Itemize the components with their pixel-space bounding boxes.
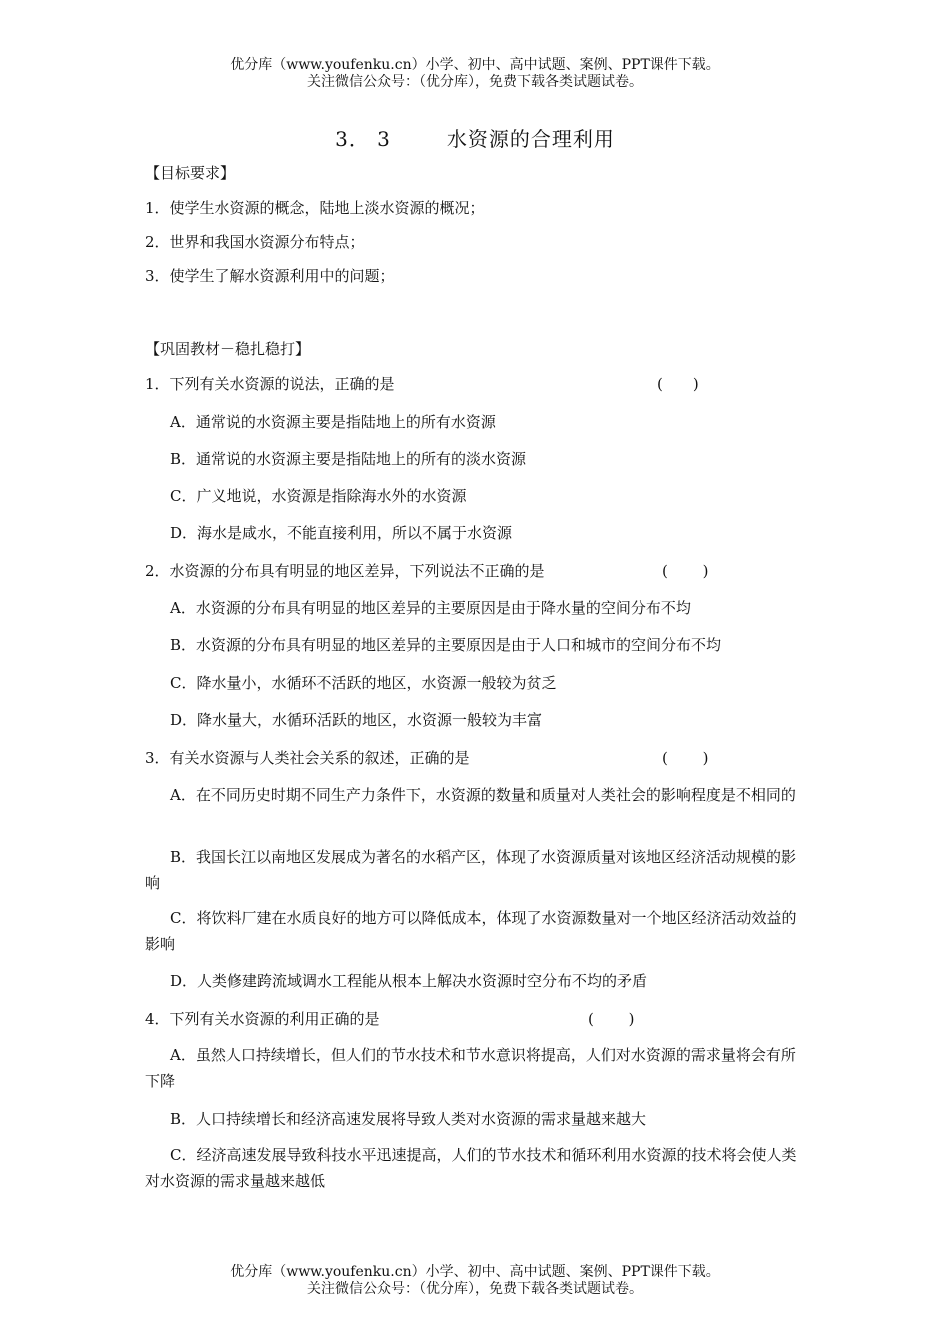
page-header (0, 57, 950, 91)
page-title (0, 123, 950, 152)
question-option: B．我国长江以南地区发展成为著名的水稻产区，体现了水资源质量对该地区经济活动规模的影响 (145, 848, 797, 892)
question-option: B．通常说的水资源主要是指陆地上的所有的淡水资源 (170, 450, 527, 468)
answer-blank: ( ) (657, 375, 699, 393)
footer-line-2: 关注微信公众号：（优分库），免费下载各类试题试卷。 (307, 1281, 643, 1297)
footer-line-1: 优分库（www.youfenku.cn）小学、初中、高中试题、案例、PPT课件下载。 (230, 1264, 720, 1280)
question-option: C．广义地说，水资源是指除海水外的水资源 (170, 487, 467, 505)
goal-item: 3．使学生了解水资源利用中的问题； (145, 267, 395, 285)
answer-blank: ( ) (662, 749, 709, 767)
question-option: C．将饮料厂建在水质良好的地方可以降低成本，体现了水资源数量对一个地区经济活动效益的影响 (145, 909, 797, 953)
title-number: 3． 3 (335, 127, 391, 151)
goals-heading: 【目标要求】 (145, 164, 236, 182)
question-option: A．通常说的水资源主要是指陆地上的所有水资源 (170, 413, 496, 431)
question-option: D．降水量大，水循环活跃的地区，水资源一般较为丰富 (170, 711, 543, 729)
question-option: A．水资源的分布具有明显的地区差异的主要原因是由于降水量的空间分布不均 (170, 599, 691, 617)
question-stem: 4．下列有关水资源的利用正确的是 (145, 1010, 380, 1028)
answer-blank: ( ) (662, 562, 709, 580)
question-option: A．虽然人口持续增长，但人们的节水技术和节水意识将提高，人们对水资源的需求量将会有所下降 (145, 1046, 796, 1090)
question-option: D．人类修建跨流域调水工程能从根本上解决水资源时空分布不均的矛盾 (170, 972, 648, 990)
question-stem: 3．有关水资源与人类社会关系的叙述，正确的是 (145, 749, 470, 767)
question-option: B．水资源的分布具有明显的地区差异的主要原因是由于人口和城市的空间分布不均 (170, 636, 722, 654)
title-text: 水资源的合理利用 (446, 127, 615, 151)
answer-blank: ( ) (588, 1010, 635, 1028)
header-line-1: 优分库（www.youfenku.cn）小学、初中、高中试题、案例、PPT课件下载。 (230, 57, 720, 73)
page-footer (0, 1264, 950, 1298)
question-option: C．经济高速发展导致科技水平迅速提高，人们的节水技术和循环利用水资源的技术将会使人类对水资源的需求量越来越低 (145, 1146, 797, 1190)
question-stem: 1．下列有关水资源的说法，正确的是 (145, 375, 395, 393)
question-option: B．人口持续增长和经济高速发展将导致人类对水资源的需求量越来越大 (170, 1110, 647, 1128)
question-option: A．在不同历史时期不同生产力条件下，水资源的数量和质量对人类社会的影响程度是不相同的 (170, 786, 796, 804)
goal-item: 1．使学生水资源的概念，陆地上淡水资源的概况； (145, 199, 485, 217)
goal-item: 2．世界和我国水资源分布特点； (145, 233, 365, 251)
section-heading: 【巩固教材－稳扎稳打】 (145, 340, 311, 358)
question-option: D．海水是咸水，不能直接利用，所以不属于水资源 (170, 524, 513, 542)
question-stem: 2．水资源的分布具有明显的地区差异，下列说法不正确的是 (145, 562, 545, 580)
question-option: C．降水量小，水循环不活跃的地区，水资源一般较为贫乏 (170, 674, 557, 692)
header-line-2: 关注微信公众号：（优分库），免费下载各类试题试卷。 (307, 74, 643, 90)
